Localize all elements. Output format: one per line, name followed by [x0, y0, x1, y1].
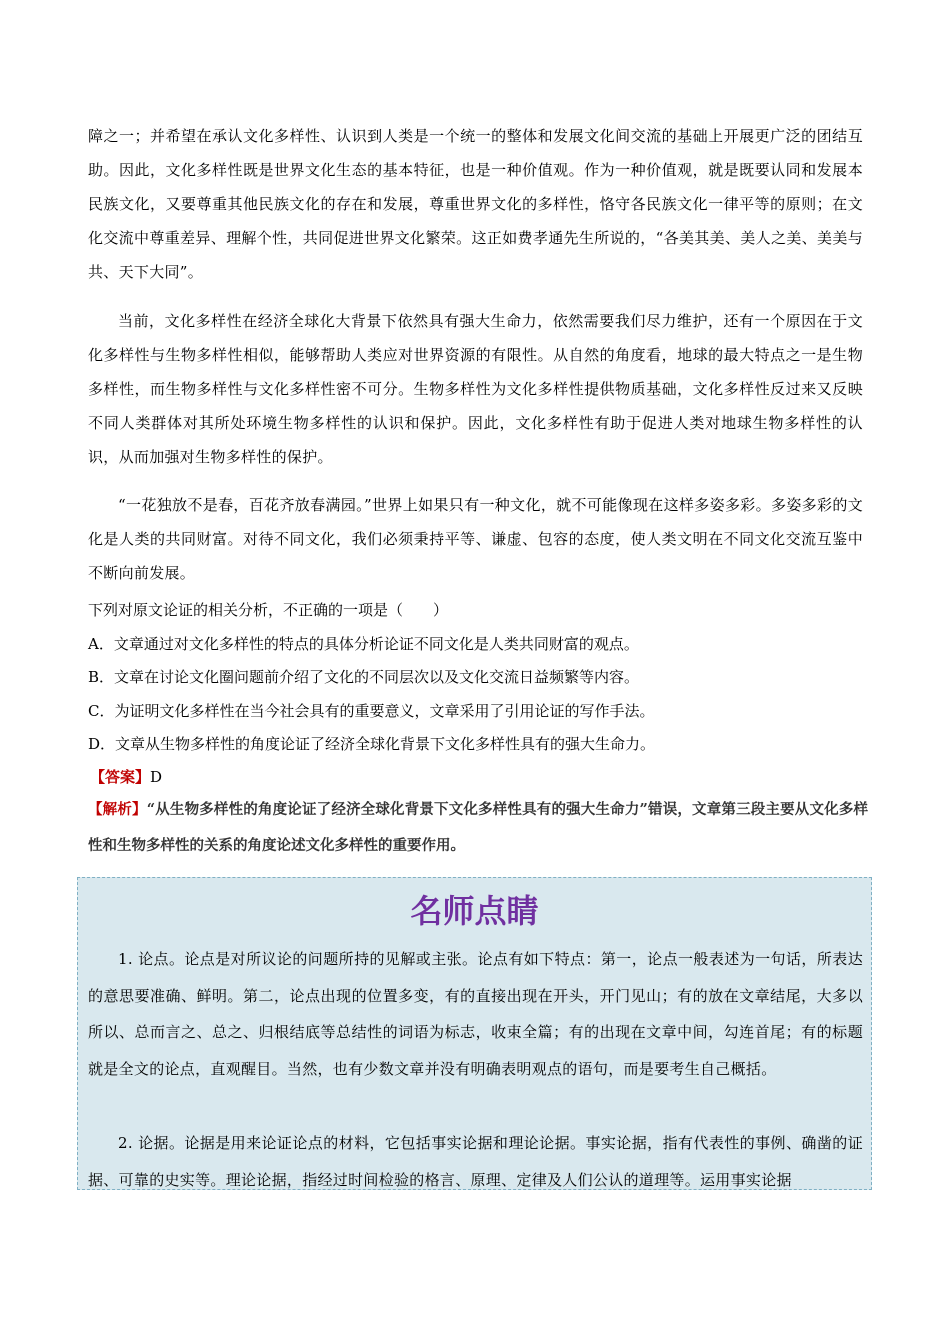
option-a: A．文章通过对文化多样性的特点的具体分析论证不同文化是人类共同财富的观点。 [88, 635, 639, 653]
analysis-tag: 【解析】 [88, 801, 147, 818]
tips-box [77, 877, 872, 1190]
tips-title: 名师点睛 [410, 892, 539, 930]
tips-paragraph-1: 1. 论点。论点是对所议论的问题所持的见解或主张。论点有如下特点：第一，论点一般表述为一句话，所表达的意思要准确、鲜明。第二，论点出现的位置多变，有的直接出现在开头，开门见山；有的放在文章结尾，大多以所以、总而言之、总之、归根结底等总结性的词语为标志，收束全篇；有的出现在文章中间，勾连首尾；有的标题就是全文的论点，直观醒目。当然，也有少数文章并没有明确表明观点的语句，而是要考生自己概括。 [88, 950, 863, 1078]
question-stem: 下列对原文论证的相关分析，不正确的一项是（ ） [88, 601, 449, 619]
passage-paragraph-3: “一花独放不是春，百花齐放春满园。”世界上如果只有一种文化，就不可能像现在这样多姿多彩。多姿多彩的文化是人类的共同财富。对待不同文化，我们必须秉持平等、谦虚、包容的态度，使人类文明在不同文化交流互鉴中不断向前发展。 [88, 496, 863, 582]
analysis-text: “从生物多样性的角度论证了经济全球化背景下文化多样性具有的强大生命力”错误，文章第三段主要从文化多样性和生物多样性的关系的角度论述文化多样性的重要作用。 [88, 801, 868, 854]
analysis-block [88, 792, 868, 864]
tips-paragraph-2: 2. 论据。论据是用来论证论点的材料，它包括事实论据和理论论据。事实论据，指有代表性的事例、确凿的证据、可靠的史实等。理论论据，指经过时间检验的格言、原理、定律及人们公认的道理等。运用事实论据 [88, 1134, 863, 1189]
option-c: C．为证明文化多样性在当今社会具有的重要意义，文章采用了引用论证的写作手法。 [88, 702, 655, 720]
answer-tag: 【答案】 [90, 768, 151, 786]
answer-line [90, 767, 870, 787]
option-b: B．文章在讨论文化圈问题前介绍了文化的不同层次以及文化交流日益频繁等内容。 [88, 668, 640, 686]
passage-paragraph-1: 障之一；并希望在承认文化多样性、认识到人类是一个统一的整体和发展文化间交流的基础上开展更广泛的团结互助。因此，文化多样性既是世界文化生态的基本特征，也是一种价值观。作为一种价值观，就是既要认同和发展本民族文化，又要尊重其他民族文化的存在和发展，尊重世界文化的多样性，恪守各民族文化一律平等的原则；在文化交流中尊重差异、理解个性，共同促进世界文化繁荣。这正如费孝通先生所说的，“各美其美、美人之美、美美与共、天下大同”。 [88, 127, 863, 281]
option-d: D．文章从生物多样性的角度论证了经济全球化背景下文化多样性具有的强大生命力。 [88, 735, 656, 753]
answer-value: D [150, 768, 163, 786]
passage-paragraph-2: 当前，文化多样性在经济全球化大背景下依然具有强大生命力，依然需要我们尽力维护，还有一个原因在于文化多样性与生物多样性相似，能够帮助人类应对世界资源的有限性。从自然的角度看，地球的最大特点之一是生物多样性，而生物多样性与文化多样性密不可分。生物多样性为文化多样性提供物质基础，文化多样性反过来又反映不同人类群体对其所处环境生物多样性的认识和保护。因此，文化多样性有助于促进人类对地球生物多样性的认识，从而加强对生物多样性的保护。 [88, 312, 863, 466]
